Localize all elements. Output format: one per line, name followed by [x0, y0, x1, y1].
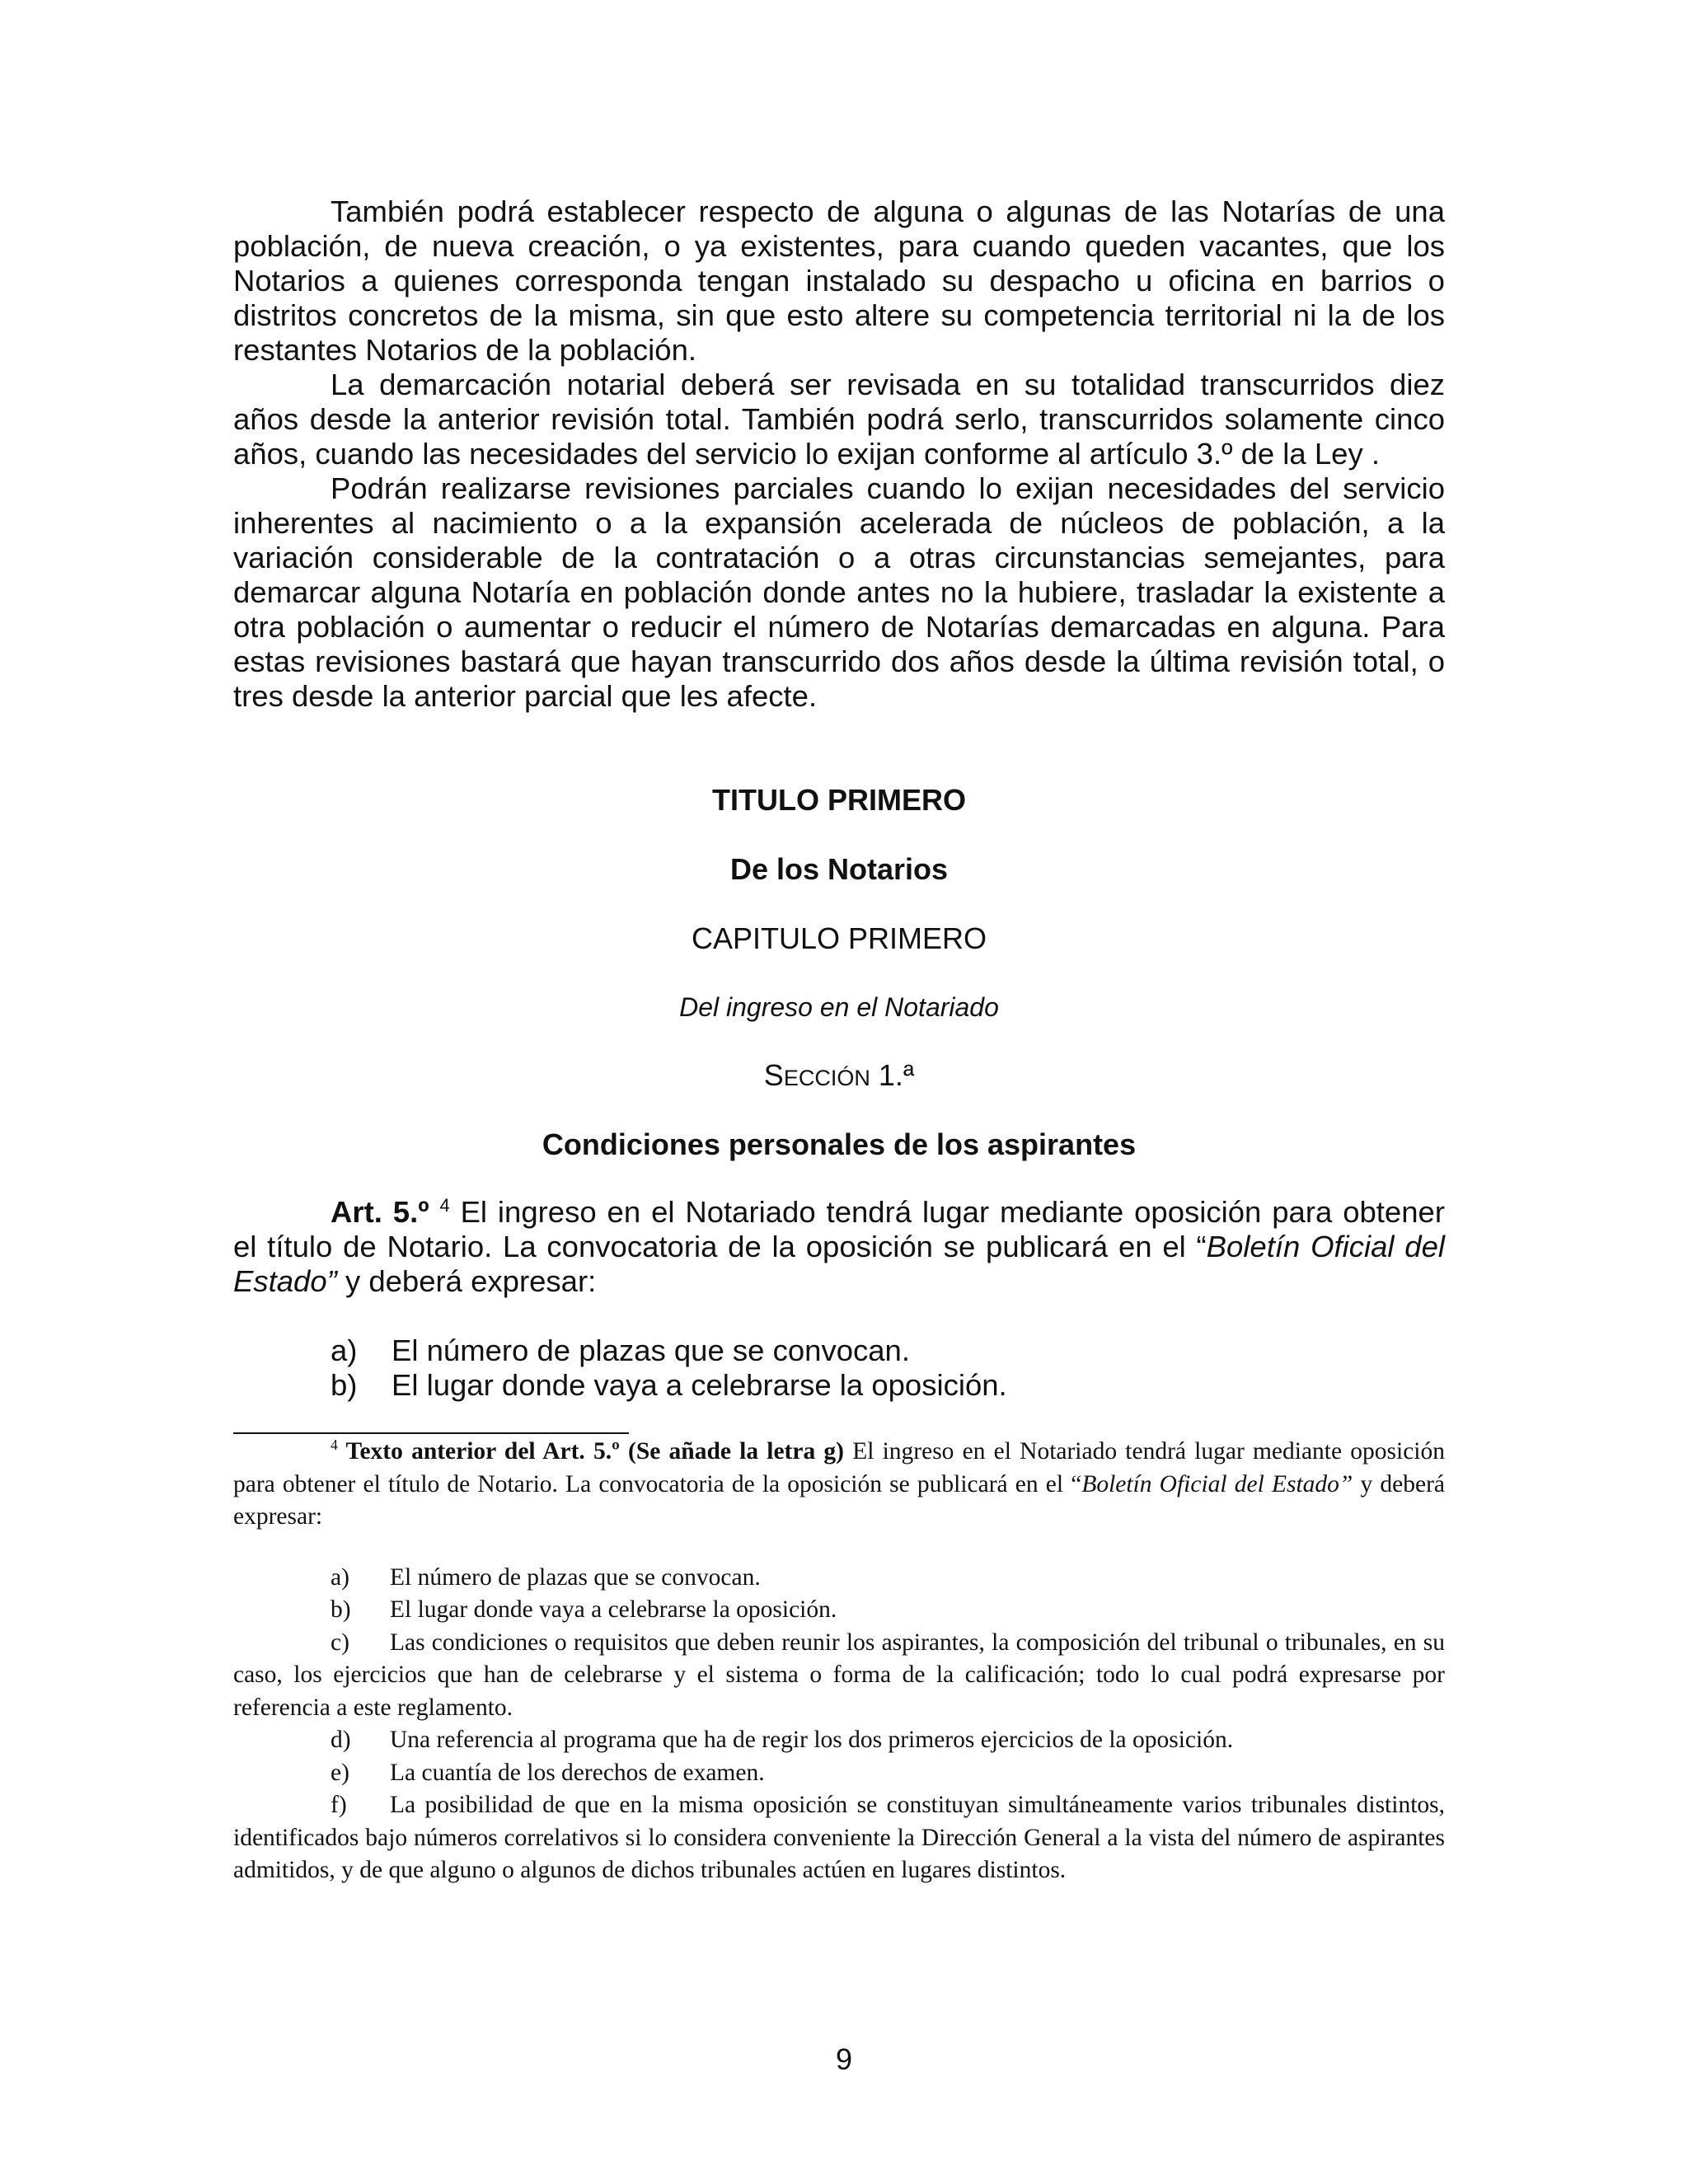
seccion-number: 1.ª [870, 1058, 915, 1092]
list-item [331, 1333, 1445, 1368]
seccion-smallcaps: ECCIÓN [783, 1066, 870, 1090]
footnote-intro [233, 1436, 1445, 1534]
footnote-item-label: f) [331, 1792, 347, 1818]
titulo-heading: TITULO PRIMERO [712, 783, 966, 817]
paragraph-1: También podrá establecer respecto de alguna o algunas de las Notarías de una población, de nueva creación, o ya existentes, para cuando queden vacantes, que los Notarios a quienes corresponda tengan instalado su despacho u oficina en barrios o distritos concretos de la misma, sin que esto altere su competencia territorial ni la de los restantes Notarios de la población. [233, 194, 1445, 367]
footnote-text-2: y deberá expresar: [233, 1470, 1445, 1530]
footnote-item-text: La cuantía de los derechos de examen. [390, 1759, 765, 1786]
article-text-1: El ingreso en el Notariado tendrá lugar mediante oposición para obtener el título de Notario. La convocatoria de la oposición se publicará en el “ [233, 1195, 1445, 1263]
article-text-2: y deberá expresar: [336, 1264, 597, 1298]
footnote-item-label: d) [331, 1727, 351, 1753]
page-number: 9 [835, 2042, 853, 2076]
condiciones-heading: Condiciones personales de los aspirantes [542, 1127, 1137, 1161]
list-item-text: El número de plazas que se convocan. [392, 1333, 911, 1367]
footnote-item-text: El número de plazas que se convocan. [390, 1563, 761, 1591]
seccion-initial: S [763, 1058, 784, 1092]
intro-paragraphs [233, 194, 1445, 714]
footnote-number: 4 [331, 1436, 338, 1454]
paragraph-2: La demarcación notarial deberá ser revisada en su totalidad transcurridos diez años desde la anterior revisión total. También podrá serlo, transcurridos solamente cinco años, cuando las necesidades del servicio lo exijan conforme al artículo 3.º de la Ley . [233, 368, 1445, 471]
article-label: Art. 5.º [331, 1195, 429, 1229]
article-5-paragraph [233, 1195, 1445, 1299]
footnote-ref: 4 [439, 1194, 450, 1216]
article-list [331, 1333, 1445, 1403]
footnote-separator [233, 1432, 629, 1434]
seccion-heading [233, 1058, 1445, 1093]
list-item-label: a) [331, 1333, 358, 1367]
footnote-item-text: La posibilidad de que en la misma oposición se constituyan simultáneamente varios tribunales distintos, identificados bajo números correlativos si lo considera conveniente la Dirección General a la vista del número de aspirantes admitidos, y de que alguno o algunos de dichos tribunales actúen en lugares distintos. [233, 1792, 1445, 1883]
footnote-text-italic: Boletín Oficial del Estado” [1081, 1470, 1353, 1497]
list-item [331, 1368, 1445, 1403]
list-item-label: b) [331, 1368, 358, 1402]
footnote-item [233, 1594, 1445, 1627]
article-text-italic: Boletín Oficial del Estado” [233, 1230, 1445, 1298]
footnote-text-1: El ingreso en el Notariado tendrá lugar mediante oposición para obtener el título de Notario. La convocatoria de la oposición se publicará en el “ [233, 1438, 1445, 1497]
footnote-item [233, 1562, 1445, 1595]
footnote-item-text: El lugar donde vaya a celebrarse la oposición. [390, 1596, 837, 1623]
article-5 [233, 1195, 1445, 1299]
footnote-item-text: Una referencia al programa que ha de regir los dos primeros ejercicios de la oposición. [390, 1727, 1234, 1753]
footnote [233, 1436, 1445, 1887]
footnote-item [233, 1789, 1445, 1887]
de-los-notarios-heading: De los Notarios [729, 852, 949, 886]
footnote-item [233, 1724, 1445, 1757]
capitulo-heading: CAPITULO PRIMERO [691, 921, 987, 955]
footnote-item-text: Las condiciones o requisitos que deben reunir los aspirantes, la composición del tribunal o tribunales, en su caso, los ejercicios que han de celebrarse y el sistema o forma de la calificación; todo lo cual podrá expresarse por referencia a este reglamento. [233, 1629, 1445, 1721]
footnote-item [233, 1757, 1445, 1790]
footnote-item [233, 1627, 1445, 1725]
footnote-spacer [233, 1534, 1445, 1562]
del-ingreso-heading: Del ingreso en el Notariado [679, 992, 999, 1022]
footnote-item-label: b) [331, 1596, 351, 1623]
list-item-text: El lugar donde vaya a celebrarse la oposición. [392, 1368, 1007, 1402]
paragraph-3: Podrán realizarse revisiones parciales cuando lo exijan necesidades del servicio inherentes al nacimiento o a la expansión acelerada de núcleos de población, a la variación considerable de la contratación o a otras circunstancias semejantes, para demarcar alguna Notaría en población donde antes no la hubiere, trasladar la existente a otra población o aumentar o reducir el número de Notarías demarcadas en alguna. Para estas revisiones bastará que hayan transcurrido dos años desde la última revisión total, o tres desde la anterior parcial que les afecte. [233, 471, 1445, 713]
footnote-item-label: c) [331, 1629, 349, 1656]
footnote-bold: Texto anterior del Art. 5.º (Se añade la letra g) [337, 1438, 844, 1465]
footnote-item-label: e) [331, 1759, 349, 1786]
footnote-item-label: a) [331, 1563, 349, 1591]
